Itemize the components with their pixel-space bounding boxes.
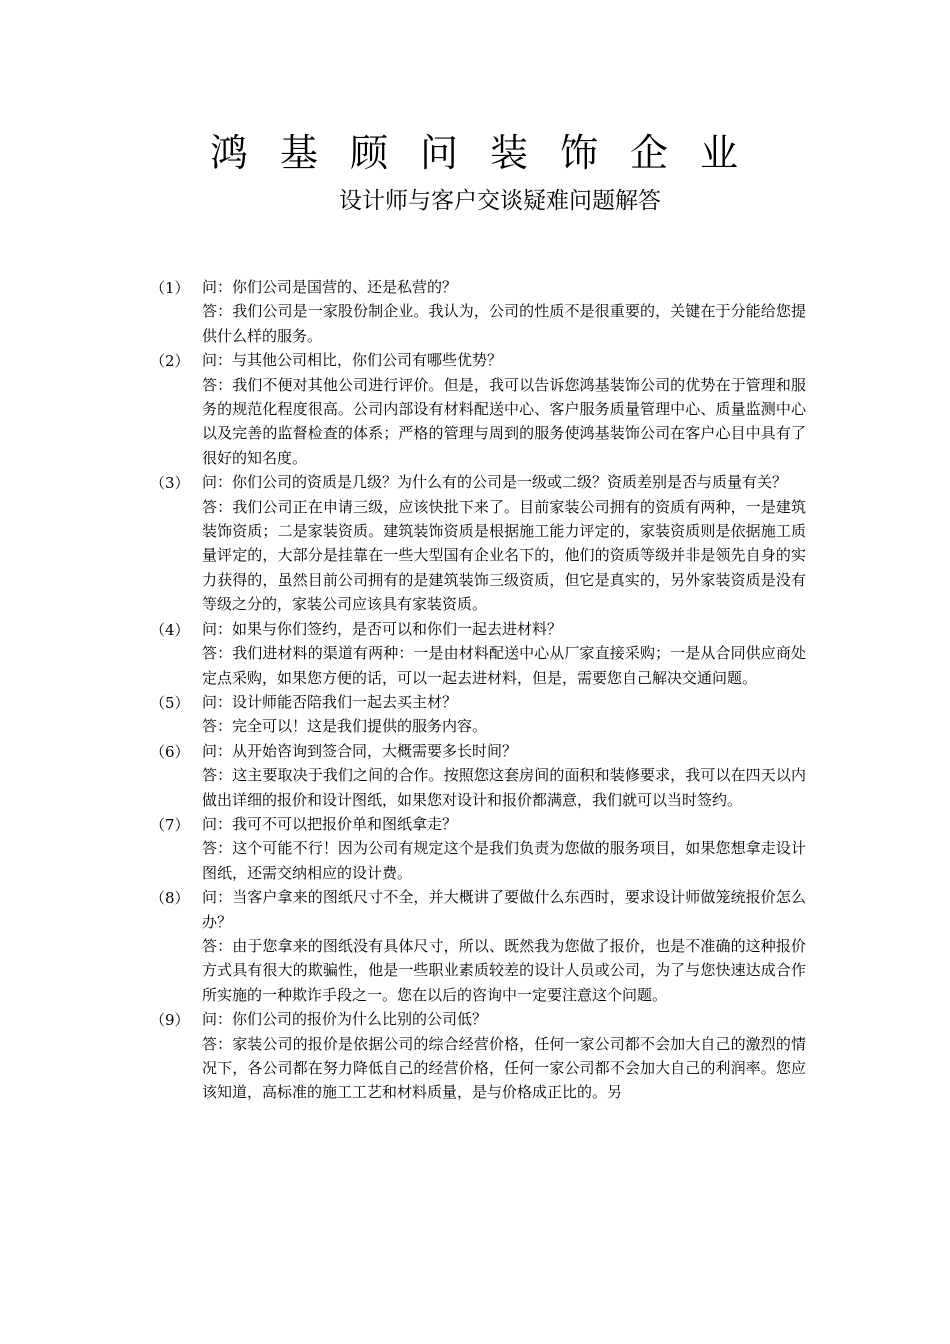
question-text: 问：你们公司是国营的、还是私营的？	[202, 278, 458, 296]
qa-number: （5）	[150, 693, 190, 712]
answer-text: 答：我们进材料的渠道有两种：一是由材料配送中心从厂家直接采购；一是从合同供应商处定点采购，如果您方便的话，可以一起去进材料，但是，需要您自己解决交通问题。	[202, 644, 806, 687]
answer-text: 答：我们公司正在申请三级，应该快批下来了。目前家装公司拥有的资质有两种，一是建筑装饰资质；二是家装资质。建筑装饰资质是根据施工能力评定的，家装资质则是依据施工质量评定的，大部分是挂靠在一些大型国有企业名下的，他们的资质等级并非是领先自身的实力获得的，虽然目前公司拥有的是建筑装饰三级资质，但它是真实的，另外家装资质是没有等级之分的，家装公司应该具有家装资质。	[202, 497, 806, 614]
qa-item-6	[150, 739, 810, 812]
question-text: 问：我可不可以把报价单和图纸拿走？	[202, 814, 458, 833]
qa-item-8	[150, 885, 810, 1007]
qa-item-2	[150, 348, 810, 470]
answer-text: 答：我们公司是一家股份制企业。我认为，公司的性质不是很重要的，关键在于分能给您提供什么样的服务。	[202, 302, 806, 345]
qa-number: （4）	[150, 620, 190, 639]
qa-item-1	[150, 275, 810, 348]
answer-text: 答：这主要取决于我们之间的合作。按照您这套房间的面积和装修要求，我可以在四天以内做出详细的报价和设计图纸，如果您对设计和报价都满意，我们就可以当时签约。	[202, 766, 806, 809]
page-title: 鸿基顾问装饰企业	[209, 131, 770, 175]
question-text: 问：你们公司的报价为什么比别的公司低？	[202, 1010, 488, 1029]
qa-number: （7）	[150, 815, 190, 834]
page-subtitle: 设计师与客户交谈疑难问题解答	[339, 188, 661, 214]
answer-text: 答：我们不便对其他公司进行评价。但是，我可以告诉您鸿基装饰公司的优势在于管理和服务的规范化程度很高。公司内部设有材料配送中心、客户服务质量管理中心、质量监测中心以及完善的监督检查的体系；严格的管理与周到的服务使鸿基装饰公司在客户心目中具有了很好的知名度。	[202, 375, 806, 467]
qa-number: （3）	[150, 474, 190, 493]
question-text: 问：从开始咨询到签合同，大概需要多长时间？	[202, 741, 518, 760]
qa-number: （1）	[150, 279, 190, 297]
question-text: 问：设计师能否陪我们一起去买主材？	[202, 692, 458, 711]
question-text: 问：当客户拿来的图纸尺寸不全，并大概讲了要做什么东西时，要求设计师做笼统报价怎么办？	[202, 888, 806, 931]
question-text: 问：与其他公司相比，你们公司有哪些优势？	[202, 351, 503, 370]
question-text: 问：你们公司的资质是几级？为什么有的公司是一级或二级？资质差别是否与质量有关？	[202, 473, 788, 492]
answer-text: 答：这个可能不行！因为公司有规定这个是我们负责为您做的服务项目，如果您想拿走设计图纸，还需交纳相应的设计费。	[202, 839, 806, 882]
qa-number: （6）	[150, 742, 190, 761]
qa-number: （8）	[150, 889, 190, 908]
qa-item-9	[150, 1007, 810, 1105]
answer-text: 答：家装公司的报价是依据公司的综合经营价格，任何一家公司都不会加大自己的激烈的情况下，各公司都在努力降低自己的经营价格，任何一家公司都不会加大自己的利润率。您应该知道，高标准的施工工艺和材料质量，是与价格成正比的。另	[202, 1034, 806, 1102]
qa-item-3	[150, 470, 810, 616]
qa-item-4	[150, 617, 810, 690]
qa-list	[150, 275, 810, 1105]
qa-number: （9）	[150, 1011, 190, 1030]
qa-item-7	[150, 812, 810, 885]
answer-text: 答：完全可以！这是我们提供的服务内容。	[202, 717, 488, 736]
qa-item-5	[150, 690, 810, 739]
qa-number: （2）	[150, 352, 190, 371]
question-text: 问：如果与你们签约，是否可以和你们一起去进材料？	[202, 619, 563, 638]
answer-text: 答：由于您拿来的图纸没有具体尺寸，所以、既然我为您做了报价，也是不准确的这种报价方式具有很大的欺骗性，他是一些职业素质较差的设计人员或公司，为了与您快速达成合作所实施的一种欺诈手段之一。您在以后的咨询中一定要注意这个问题。	[202, 936, 806, 1004]
